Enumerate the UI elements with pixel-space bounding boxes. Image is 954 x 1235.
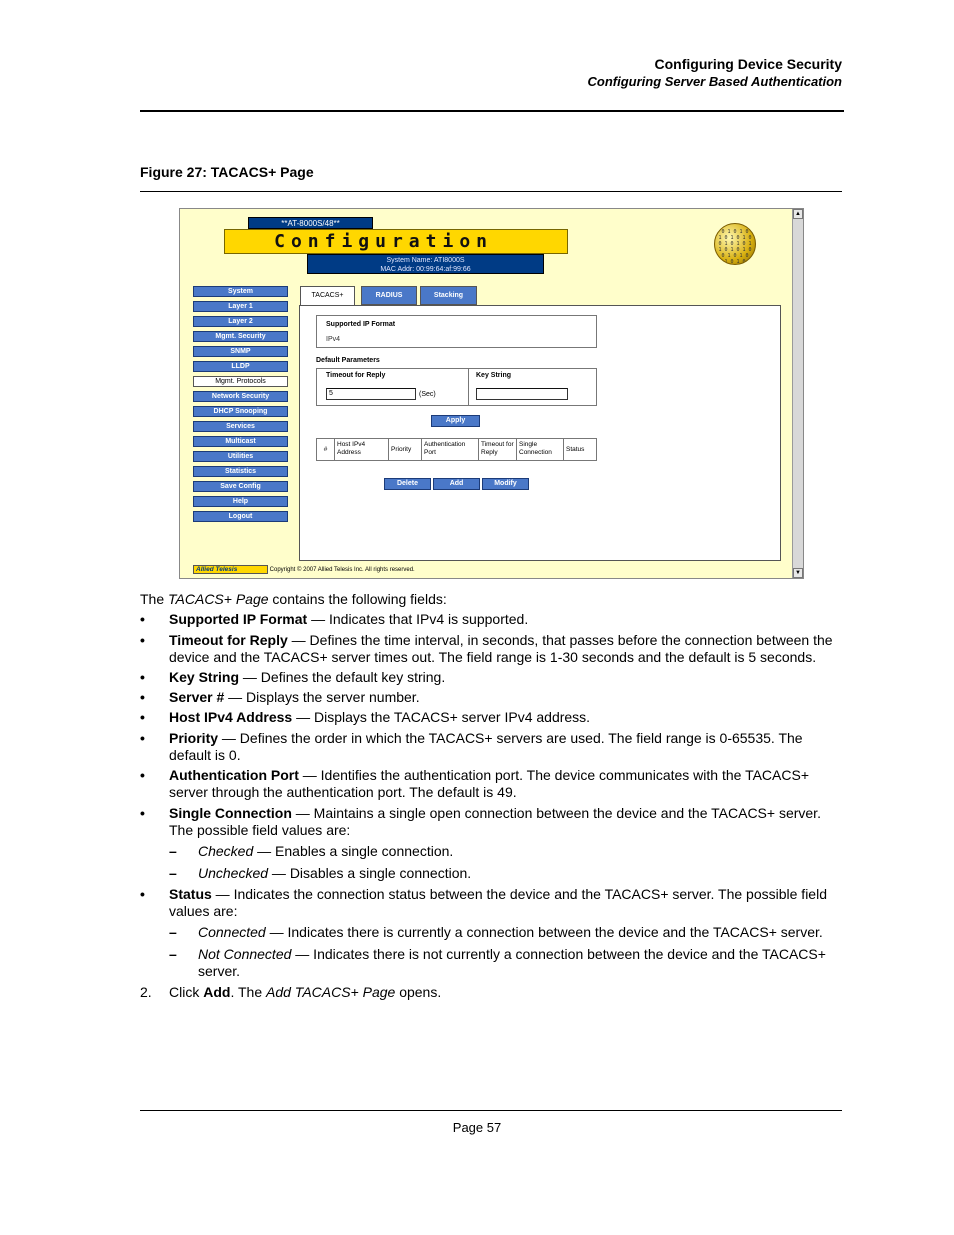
configuration-banner: Configuration: [224, 229, 568, 254]
menu-save-config[interactable]: Save Config: [193, 481, 288, 492]
menu-utilities[interactable]: Utilities: [193, 451, 288, 462]
modify-button[interactable]: Modify: [482, 478, 529, 490]
supported-ip-label: Supported IP Format: [326, 321, 396, 328]
step-text: Click Add. The Add TACACS+ Page opens.: [169, 984, 442, 1000]
list-item-timeout: Timeout for Reply — Defines the time interval, in seconds, that passes before the connection between the device and the TACACS+ server times out. The field range is 1-30 seconds and the default is 5 seconds.: [169, 632, 833, 665]
menu-layer2[interactable]: Layer 2: [193, 316, 288, 327]
default-params-box: [316, 368, 597, 406]
page-number: Page 57: [452, 1120, 502, 1135]
supported-ip-box: [316, 315, 597, 348]
globe-logo-icon: [714, 223, 756, 265]
scroll-down-icon[interactable]: ▼: [793, 568, 803, 578]
copyright-text: Copyright © 2007 Allied Telesis Inc. All rights reserved.: [269, 567, 415, 574]
bullet-icon: •: [140, 689, 145, 705]
footer-rule: [140, 1110, 842, 1111]
key-string-label: Key String: [476, 372, 512, 379]
list-item-auth-port: Authentication Port — Identifies the authentication port. The device communicates with the TACACS+ server through the authentication port. The default is 49.: [169, 767, 809, 800]
bullet-icon: •: [140, 632, 145, 648]
menu-system[interactable]: System: [193, 286, 288, 297]
menu-help[interactable]: Help: [193, 496, 288, 507]
tacacs-panel: [299, 305, 781, 561]
delete-button[interactable]: Delete: [384, 478, 431, 490]
sublist-item-checked: Checked — Enables a single connection.: [198, 843, 454, 859]
menu-network-security[interactable]: Network Security: [193, 391, 288, 402]
tab-tacacs[interactable]: TACACS+: [300, 286, 355, 307]
timeout-unit: (Sec): [419, 391, 436, 398]
col-number: #: [317, 439, 335, 460]
apply-button[interactable]: Apply: [431, 415, 480, 427]
list-item-priority: Priority — Defines the order in which the TACACS+ servers are used. The field range is 0-65535. The default is 0.: [169, 730, 803, 763]
bullet-icon: •: [140, 805, 145, 821]
mac-address: MAC Addr: 00:99:64:af:99:66: [380, 266, 471, 273]
default-params-label: Default Parameters: [316, 357, 380, 364]
bullet-icon: •: [140, 709, 145, 725]
menu-statistics[interactable]: Statistics: [193, 466, 288, 477]
col-status: Status: [566, 446, 585, 453]
dash-icon: –: [169, 946, 177, 962]
sublist-item-unchecked: Unchecked — Disables a single connection.: [198, 865, 472, 881]
list-item-status: Status — Indicates the connection status between the device and the TACACS+ server. The possible field values are:: [169, 886, 827, 919]
list-item-key-string: Key String — Defines the default key string.: [169, 669, 446, 685]
bullet-icon: •: [140, 669, 145, 685]
menu-snmp[interactable]: SNMP: [193, 346, 288, 357]
bullet-icon: •: [140, 767, 145, 783]
sublist-item-not-connected: Not Connected — Indicates there is not currently a connection between the device and the TACACS+ server.: [198, 946, 826, 979]
globe-digits: 0 1 0 1 0 1 0 1 0 1 0 0 1 0 1 0 1 1 0 1 0 1 0 0 1 0 1 0 1 0 1 0: [718, 229, 752, 265]
intro-paragraph: The TACACS+ Page contains the following fields:: [140, 591, 447, 607]
key-string-input[interactable]: [476, 388, 568, 400]
menu-services[interactable]: Services: [193, 421, 288, 432]
vertical-scrollbar[interactable]: [792, 209, 803, 578]
add-button[interactable]: Add: [433, 478, 480, 490]
menu-dhcp-snooping[interactable]: DHCP Snooping: [193, 406, 288, 417]
sublist-item-connected: Connected — Indicates there is currently a connection between the device and the TACACS+ server.: [198, 924, 823, 940]
params-divider: [468, 369, 469, 405]
supported-ip-value: IPv4: [326, 336, 341, 343]
menu-logout[interactable]: Logout: [193, 511, 288, 522]
screenshot-footer: [193, 565, 573, 576]
bullet-icon: •: [140, 611, 145, 627]
menu-multicast[interactable]: Multicast: [193, 436, 288, 447]
dash-icon: –: [169, 843, 177, 859]
col-timeout: Timeout for Reply: [479, 439, 517, 460]
side-menu: [193, 286, 288, 526]
list-item-single-connection: Single Connection — Maintains a single open connection between the device and the TACACS+ server. The possible field values are:: [169, 805, 821, 838]
system-name: System Name: ATI8000S: [386, 257, 465, 264]
figure-caption: Figure 27: TACACS+ Page: [140, 164, 314, 180]
header-rule: [140, 110, 844, 112]
servers-table-header: [316, 438, 597, 461]
bullet-icon: •: [140, 730, 145, 746]
timeout-label: Timeout for Reply: [326, 372, 386, 379]
figure-rule: [140, 191, 842, 192]
allied-telesis-logo: Allied Telesis: [193, 565, 268, 574]
header-subtitle: Configuring Server Based Authentication: [587, 74, 842, 89]
scroll-up-icon[interactable]: ▲: [793, 209, 803, 219]
col-priority: Priority: [389, 439, 422, 460]
menu-mgmt-protocols[interactable]: Mgmt. Protocols: [193, 376, 288, 387]
list-item-host-ipv4: Host IPv4 Address — Displays the TACACS+ server IPv4 address.: [169, 709, 591, 725]
device-model-tab: **AT-8000S/48**: [248, 217, 373, 229]
dash-icon: –: [169, 865, 177, 881]
step-number: 2.: [140, 984, 152, 1000]
tab-stacking[interactable]: Stacking: [420, 286, 477, 305]
timeout-input[interactable]: 5: [326, 388, 416, 400]
menu-mgmt-security[interactable]: Mgmt. Security: [193, 331, 288, 342]
system-info: [307, 254, 544, 274]
menu-lldp[interactable]: LLDP: [193, 361, 288, 372]
menu-layer1[interactable]: Layer 1: [193, 301, 288, 312]
list-item-server-number: Server # — Displays the server number.: [169, 689, 420, 705]
col-single-connection: Single Connection: [517, 439, 564, 460]
bullet-icon: •: [140, 886, 145, 902]
tacacs-screenshot: [179, 208, 804, 579]
list-item-supported-ip: Supported IP Format — Indicates that IPv4 is supported.: [169, 611, 529, 627]
col-host-ipv4: Host IPv4 Address: [335, 439, 389, 460]
header-title: Configuring Device Security: [654, 56, 842, 72]
col-auth-port: Authentication Port: [422, 439, 479, 460]
dash-icon: –: [169, 924, 177, 940]
tab-radius[interactable]: RADIUS: [361, 286, 417, 305]
